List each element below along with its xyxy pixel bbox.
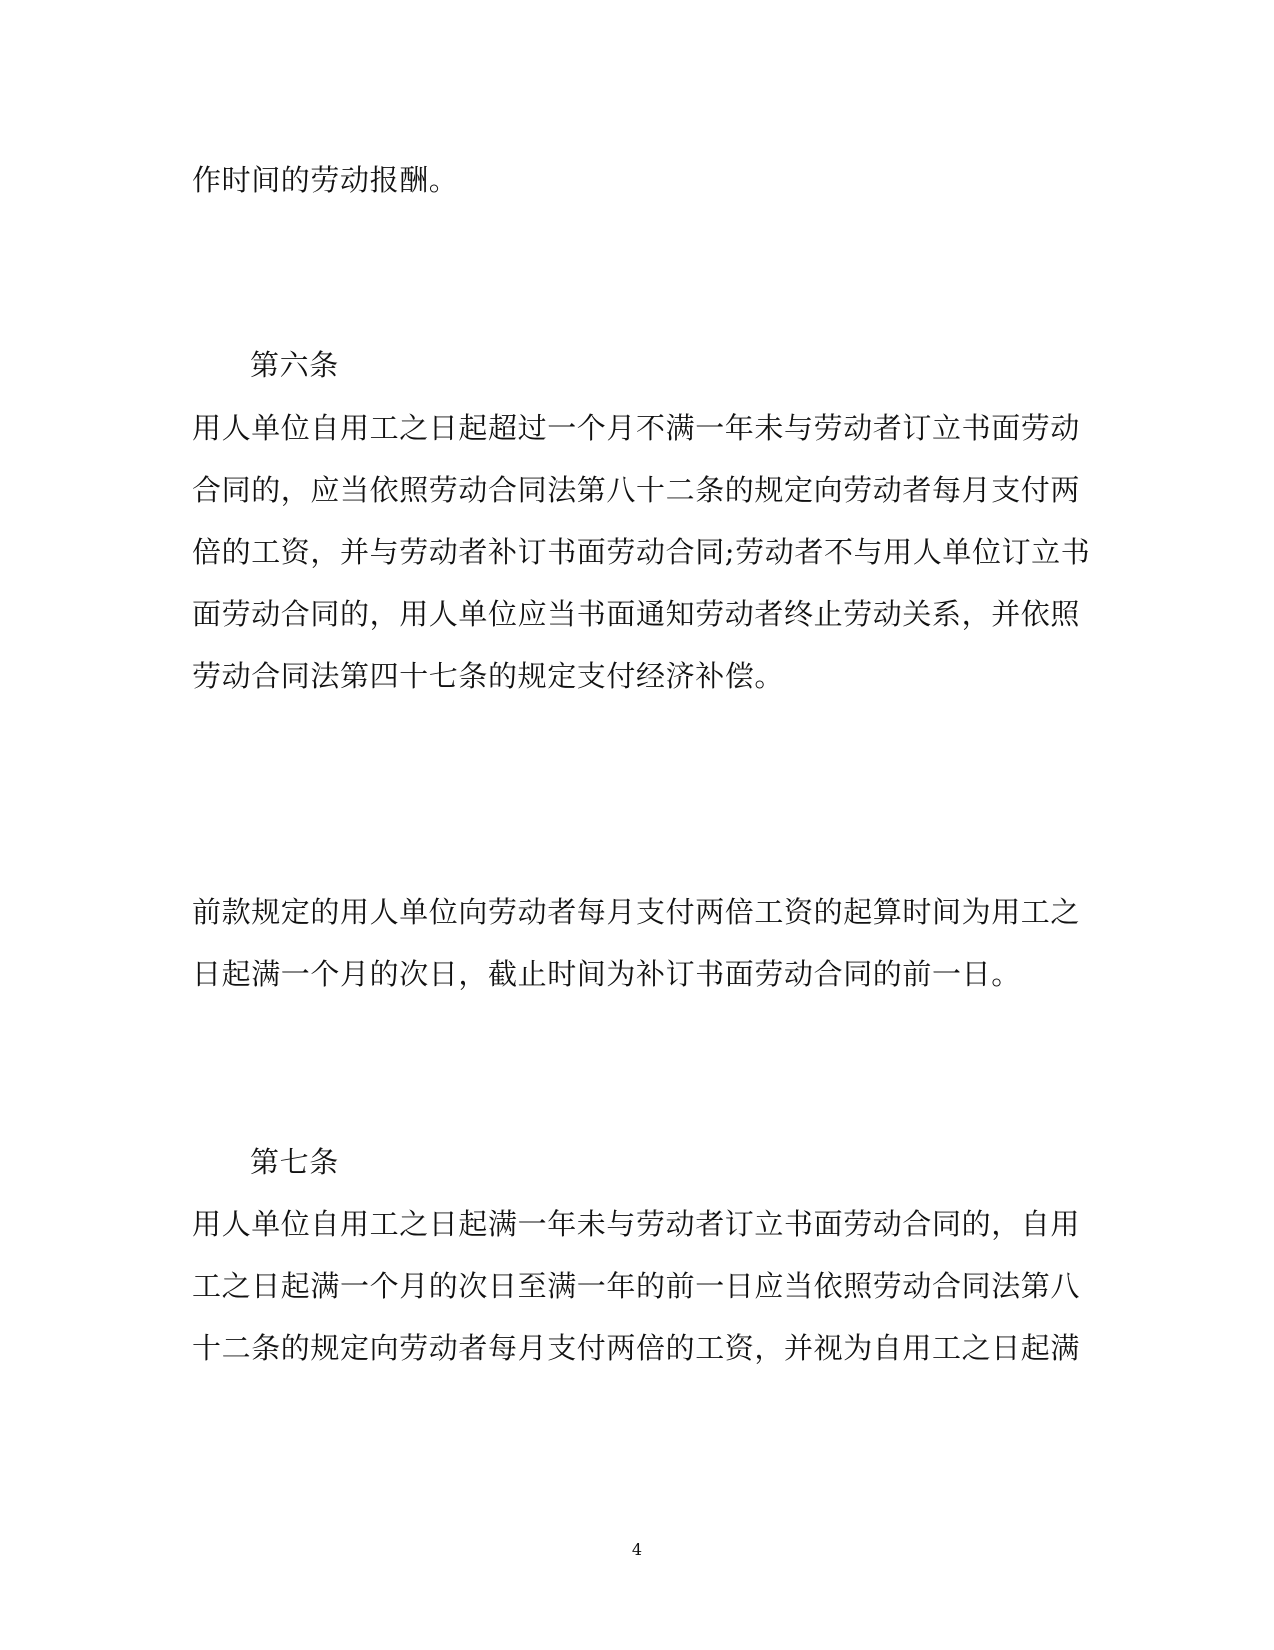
article-six-para2-line: 前款规定的用人单位向劳动者每月支付两倍工资的起算时间为用工之 (192, 895, 1081, 929)
article-six-para2-line: 日起满一个月的次日，截止时间为补订书面劳动合同的前一日。 (192, 957, 1021, 991)
article-six-line: 面劳动合同的，用人单位应当书面通知劳动者终止劳动关系，并依照 (192, 597, 1081, 631)
carryover-line: 作时间的劳动报酬。 (192, 163, 459, 197)
article-six-line: 劳动合同法第四十七条的规定支付经济补偿。 (192, 659, 785, 693)
article-seven-line: 用人单位自用工之日起满一年未与劳动者订立书面劳动合同的，自用 (192, 1207, 1081, 1241)
article-seven-heading: 第七条 (250, 1145, 339, 1179)
article-six-line: 用人单位自用工之日起超过一个月不满一年未与劳动者订立书面劳动 (192, 411, 1081, 445)
page-number: 4 (631, 1540, 643, 1559)
article-six-line: 合同的，应当依照劳动合同法第八十二条的规定向劳动者每月支付两 (192, 473, 1081, 507)
article-six-line: 倍的工资，并与劳动者补订书面劳动合同;劳动者不与用人单位订立书 (192, 535, 1091, 569)
article-seven-line: 十二条的规定向劳动者每月支付两倍的工资，并视为自用工之日起满 (192, 1331, 1081, 1365)
article-six-heading: 第六条 (250, 348, 339, 382)
article-seven-line: 工之日起满一个月的次日至满一年的前一日应当依照劳动合同法第八 (192, 1269, 1081, 1303)
